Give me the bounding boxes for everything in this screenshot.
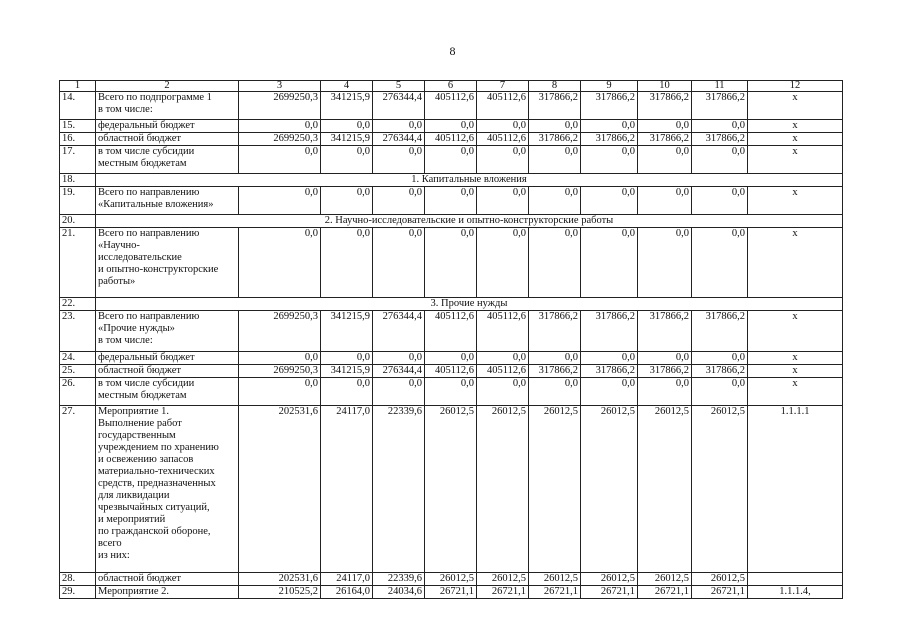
- value-cell: 317866,2: [581, 133, 638, 146]
- value-cell: 0,0: [477, 352, 529, 365]
- value-cell: 317866,2: [529, 311, 581, 352]
- row-label-cell: федеральный бюджет: [96, 120, 239, 133]
- value-cell: 26721,1: [581, 586, 638, 599]
- row-label-cell: областной бюджет: [96, 365, 239, 378]
- row-number-cell: 20.: [60, 215, 96, 228]
- value-cell: 0,0: [529, 378, 581, 406]
- table-row: [60, 120, 843, 133]
- value-cell: 0,0: [477, 228, 529, 298]
- value-cell: 0,0: [425, 146, 477, 174]
- value-cell: 0,0: [692, 146, 748, 174]
- value-cell: 26721,1: [638, 586, 692, 599]
- row-number-cell: 14.: [60, 92, 96, 120]
- table-row: [60, 92, 843, 120]
- value-cell: 24117,0: [321, 406, 373, 573]
- row-label-cell: в том числе субсидии местным бюджетам: [96, 378, 239, 406]
- value-cell: 26012,5: [477, 406, 529, 573]
- value-cell: 202531,6: [239, 406, 321, 573]
- row-label-cell: Мероприятие 1. Выполнение работ государственным учреждением по хранению и освежению запасов материально-технических средств, предназначенных для ликвидации чрезвычайных ситуаций, и мероприятий по гражданской обороне, всего из них:: [96, 406, 239, 573]
- value-cell: 2699250,3: [239, 133, 321, 146]
- value-cell: 341215,9: [321, 365, 373, 378]
- code-cell: х: [748, 187, 843, 215]
- value-cell: 0,0: [425, 120, 477, 133]
- value-cell: 0,0: [425, 378, 477, 406]
- value-cell: 0,0: [425, 228, 477, 298]
- value-cell: 26012,5: [692, 573, 748, 586]
- value-cell: 26012,5: [581, 406, 638, 573]
- row-number-cell: 29.: [60, 586, 96, 599]
- value-cell: 0,0: [638, 146, 692, 174]
- row-label-cell: областной бюджет: [96, 133, 239, 146]
- value-cell: 26721,1: [425, 586, 477, 599]
- section-title-cell: 1. Капитальные вложения: [96, 174, 843, 187]
- value-cell: 317866,2: [638, 133, 692, 146]
- budget-table: [59, 80, 843, 599]
- value-cell: 202531,6: [239, 573, 321, 586]
- row-label-cell: Всего по направлению «Капитальные вложения»: [96, 187, 239, 215]
- value-cell: 26721,1: [477, 586, 529, 599]
- header-cell: 12: [748, 81, 843, 92]
- value-cell: 0,0: [638, 352, 692, 365]
- value-cell: 0,0: [321, 120, 373, 133]
- value-cell: 26012,5: [425, 573, 477, 586]
- value-cell: 0,0: [638, 120, 692, 133]
- value-cell: 0,0: [529, 228, 581, 298]
- value-cell: 341215,9: [321, 133, 373, 146]
- value-cell: 0,0: [581, 228, 638, 298]
- value-cell: 0,0: [239, 146, 321, 174]
- value-cell: 317866,2: [529, 92, 581, 120]
- code-cell: х: [748, 120, 843, 133]
- value-cell: 317866,2: [692, 133, 748, 146]
- page-number: 8: [449, 44, 456, 58]
- value-cell: 0,0: [239, 378, 321, 406]
- table-row: [60, 146, 843, 174]
- section-row: [60, 174, 843, 187]
- row-number-cell: 19.: [60, 187, 96, 215]
- value-cell: 0,0: [239, 352, 321, 365]
- code-cell: х: [748, 352, 843, 365]
- value-cell: 405112,6: [477, 92, 529, 120]
- table-row: [60, 311, 843, 352]
- row-number-cell: 22.: [60, 298, 96, 311]
- table-row: [60, 133, 843, 146]
- row-label-cell: в том числе субсидии местным бюджетам: [96, 146, 239, 174]
- table-row: [60, 406, 843, 573]
- value-cell: 0,0: [425, 187, 477, 215]
- value-cell: 317866,2: [692, 365, 748, 378]
- value-cell: 0,0: [581, 146, 638, 174]
- row-number-cell: 25.: [60, 365, 96, 378]
- value-cell: 0,0: [529, 187, 581, 215]
- value-cell: 276344,4: [373, 365, 425, 378]
- value-cell: 317866,2: [638, 92, 692, 120]
- value-cell: 0,0: [321, 228, 373, 298]
- code-cell: х: [748, 365, 843, 378]
- header-cell: 6: [425, 81, 477, 92]
- value-cell: 405112,6: [425, 365, 477, 378]
- value-cell: 0,0: [373, 187, 425, 215]
- table-row: [60, 586, 843, 599]
- value-cell: 2699250,3: [239, 92, 321, 120]
- row-number-cell: 15.: [60, 120, 96, 133]
- header-cell: 4: [321, 81, 373, 92]
- section-title-cell: 3. Прочие нужды: [96, 298, 843, 311]
- section-row: [60, 215, 843, 228]
- value-cell: 0,0: [477, 146, 529, 174]
- value-cell: 405112,6: [425, 133, 477, 146]
- row-label-cell: Всего по направлению «Прочие нужды» в том числе:: [96, 311, 239, 352]
- value-cell: 341215,9: [321, 311, 373, 352]
- value-cell: 26012,5: [692, 406, 748, 573]
- value-cell: 26012,5: [529, 406, 581, 573]
- value-cell: 0,0: [239, 120, 321, 133]
- code-cell: х: [748, 92, 843, 120]
- value-cell: 0,0: [477, 378, 529, 406]
- value-cell: 2699250,3: [239, 365, 321, 378]
- value-cell: 0,0: [321, 187, 373, 215]
- value-cell: 2699250,3: [239, 311, 321, 352]
- value-cell: 26012,5: [638, 573, 692, 586]
- value-cell: 341215,9: [321, 92, 373, 120]
- value-cell: 0,0: [692, 120, 748, 133]
- header-cell: 8: [529, 81, 581, 92]
- value-cell: 0,0: [239, 228, 321, 298]
- value-cell: 317866,2: [581, 365, 638, 378]
- value-cell: 0,0: [239, 187, 321, 215]
- row-number-cell: 28.: [60, 573, 96, 586]
- code-cell: х: [748, 146, 843, 174]
- value-cell: 0,0: [373, 378, 425, 406]
- value-cell: 0,0: [321, 352, 373, 365]
- value-cell: 317866,2: [581, 311, 638, 352]
- row-number-cell: 18.: [60, 174, 96, 187]
- header-cell: 10: [638, 81, 692, 92]
- row-label-cell: федеральный бюджет: [96, 352, 239, 365]
- header-cell: 3: [239, 81, 321, 92]
- code-cell: 1.1.1.1: [748, 406, 843, 573]
- row-label-cell: Мероприятие 2.: [96, 586, 239, 599]
- table-row: [60, 365, 843, 378]
- value-cell: 405112,6: [425, 92, 477, 120]
- value-cell: 0,0: [638, 187, 692, 215]
- value-cell: 0,0: [477, 120, 529, 133]
- value-cell: 0,0: [581, 352, 638, 365]
- code-cell: х: [748, 133, 843, 146]
- value-cell: 26164,0: [321, 586, 373, 599]
- row-number-cell: 27.: [60, 406, 96, 573]
- value-cell: 22339,6: [373, 406, 425, 573]
- header-row: [60, 81, 843, 92]
- value-cell: 0,0: [529, 352, 581, 365]
- value-cell: 26721,1: [529, 586, 581, 599]
- value-cell: 22339,6: [373, 573, 425, 586]
- value-cell: 0,0: [321, 378, 373, 406]
- value-cell: 0,0: [692, 187, 748, 215]
- value-cell: 26012,5: [529, 573, 581, 586]
- value-cell: 0,0: [373, 146, 425, 174]
- value-cell: 24034,6: [373, 586, 425, 599]
- value-cell: 276344,4: [373, 133, 425, 146]
- value-cell: 0,0: [373, 352, 425, 365]
- value-cell: 317866,2: [692, 311, 748, 352]
- row-number-cell: 26.: [60, 378, 96, 406]
- value-cell: 210525,2: [239, 586, 321, 599]
- value-cell: 0,0: [529, 146, 581, 174]
- row-label-cell: Всего по направлению «Научно- исследовательские и опытно-конструкторские работы»: [96, 228, 239, 298]
- value-cell: 317866,2: [581, 92, 638, 120]
- header-cell: 11: [692, 81, 748, 92]
- table-row: [60, 187, 843, 215]
- value-cell: 0,0: [477, 187, 529, 215]
- table-row: [60, 228, 843, 298]
- row-number-cell: 16.: [60, 133, 96, 146]
- value-cell: 405112,6: [477, 365, 529, 378]
- value-cell: 0,0: [638, 378, 692, 406]
- value-cell: 0,0: [529, 120, 581, 133]
- value-cell: 317866,2: [529, 133, 581, 146]
- row-number-cell: 24.: [60, 352, 96, 365]
- table-row: [60, 573, 843, 586]
- header-cell: 9: [581, 81, 638, 92]
- row-number-cell: 23.: [60, 311, 96, 352]
- value-cell: 0,0: [692, 378, 748, 406]
- value-cell: 0,0: [373, 228, 425, 298]
- value-cell: 0,0: [638, 228, 692, 298]
- value-cell: 405112,6: [477, 311, 529, 352]
- table-row: [60, 352, 843, 365]
- value-cell: 0,0: [581, 378, 638, 406]
- value-cell: 276344,4: [373, 92, 425, 120]
- code-cell: 1.1.1.4,: [748, 586, 843, 599]
- value-cell: 0,0: [581, 187, 638, 215]
- header-cell: 7: [477, 81, 529, 92]
- row-label-cell: Всего по подпрограмме 1 в том числе:: [96, 92, 239, 120]
- value-cell: 0,0: [692, 228, 748, 298]
- value-cell: 405112,6: [425, 311, 477, 352]
- value-cell: 276344,4: [373, 311, 425, 352]
- value-cell: 26012,5: [425, 406, 477, 573]
- value-cell: 26012,5: [581, 573, 638, 586]
- value-cell: 26012,5: [638, 406, 692, 573]
- value-cell: 317866,2: [638, 311, 692, 352]
- value-cell: 317866,2: [638, 365, 692, 378]
- value-cell: 0,0: [373, 120, 425, 133]
- table-row: [60, 378, 843, 406]
- section-row: [60, 298, 843, 311]
- value-cell: 0,0: [321, 146, 373, 174]
- row-label-cell: областной бюджет: [96, 573, 239, 586]
- section-title-cell: 2. Научно-исследовательские и опытно-конструкторские работы: [96, 215, 843, 228]
- header-cell: 2: [96, 81, 239, 92]
- value-cell: 26721,1: [692, 586, 748, 599]
- row-number-cell: 21.: [60, 228, 96, 298]
- code-cell: х: [748, 228, 843, 298]
- value-cell: 0,0: [692, 352, 748, 365]
- value-cell: 26012,5: [477, 573, 529, 586]
- code-cell: х: [748, 378, 843, 406]
- value-cell: 0,0: [425, 352, 477, 365]
- header-cell: 1: [60, 81, 96, 92]
- code-cell: х: [748, 311, 843, 352]
- code-cell: [748, 573, 843, 586]
- value-cell: 0,0: [581, 120, 638, 133]
- value-cell: 317866,2: [692, 92, 748, 120]
- value-cell: 405112,6: [477, 133, 529, 146]
- row-number-cell: 17.: [60, 146, 96, 174]
- value-cell: 317866,2: [529, 365, 581, 378]
- value-cell: 24117,0: [321, 573, 373, 586]
- header-cell: 5: [373, 81, 425, 92]
